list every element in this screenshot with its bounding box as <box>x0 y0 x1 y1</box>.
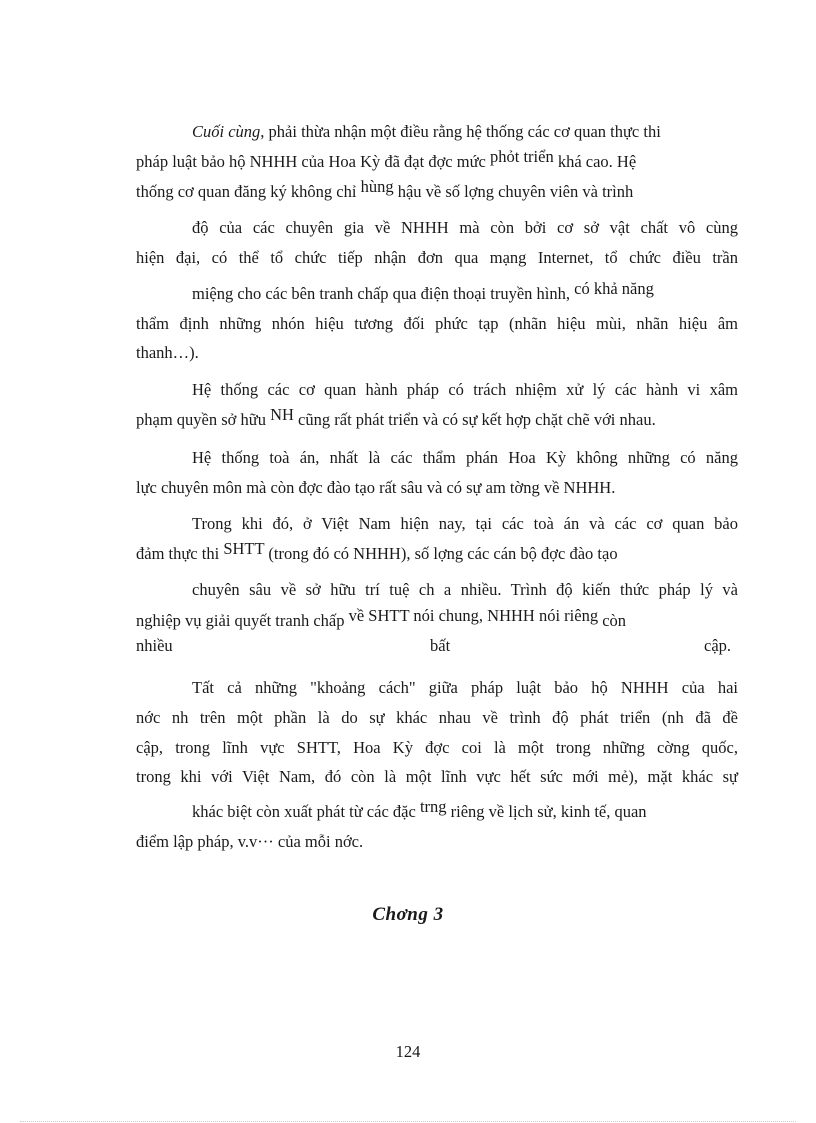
paragraph4-line2: đảm thực thi SHTT (trong đó có NHHH), số lợng các cán bộ đợc đào tạo <box>136 539 618 563</box>
paragraph1-line1: Cuối cùng, phải thừa nhận một điều rằng hệ thống các cơ quan thực thi <box>192 122 661 141</box>
paragraph4-line5-word1: nhiều <box>136 636 173 655</box>
page-number: 124 <box>395 1042 421 1061</box>
paragraph5-line5: khác biệt còn xuất phát từ các đặc trng riêng về lịch sử, kinh tế, quan <box>192 797 647 821</box>
paragraph3-line1: Hệ thống toà án, nhất là các thẩm phán Hoa Kỳ không những có năng <box>192 448 738 467</box>
paragraph1-line3: thống cơ quan đăng ký không chỉ hùng hậu về số lợng chuyên viên và trình <box>136 177 634 201</box>
paragraph5-line2: nớc nh trên một phần là do sự khác nhau về trình độ phát triển (nh đã đề <box>136 708 738 727</box>
paragraph2-line1: Hệ thống các cơ quan hành pháp có trách nhiệm xử lý các hành vi xâm <box>192 380 738 399</box>
paragraph3-line2: lực chuyên môn mà còn đợc đào tạo rất sâu và có sự am tờng về NHHH. <box>136 478 616 497</box>
chapter-heading: Chơng 3 <box>372 904 444 925</box>
paragraph1-line5: hiện đại, có thể tổ chức tiếp nhận đơn qua mạng Internet, tổ chức điều trần <box>136 248 738 267</box>
paragraph5-line6: điểm lập pháp, v.v··· của mỗi nớc. <box>136 832 364 851</box>
paragraph1-line2: pháp luật bảo hộ NHHH của Hoa Kỳ đã đạt đợc mức phỏt triển khá cao. Hệ <box>136 147 637 171</box>
paragraph1-line6: miệng cho các bên tranh chấp qua điện thoại truyền hình, có khả năng <box>192 279 654 303</box>
page-bottom-rule <box>20 1121 796 1122</box>
paragraph4-line5-word2: bất <box>430 636 451 655</box>
paragraph1-line7: thẩm định những nhón hiệu tương đối phức tạp (nhãn hiệu mùi, nhãn hiệu âm <box>136 314 738 333</box>
paragraph4-line4: nghiệp vụ giải quyết tranh chấp về SHTT nói chung, NHHH nói riêng còn <box>136 606 627 630</box>
paragraph1-line4: độ của các chuyên gia về NHHH mà còn bởi cơ sở vật chất vô cùng <box>192 218 738 237</box>
paragraph4-line3: chuyên sâu về sở hữu trí tuệ ch a nhiều. Trình độ kiến thức pháp lý và <box>192 580 738 599</box>
paragraph2-line2: phạm quyền sở hữu NH cũng rất phát triển và có sự kết hợp chặt chẽ với nhau. <box>136 405 656 429</box>
paragraph1-line8: thanh…). <box>136 343 199 362</box>
paragraph4-line5-word3: cập. <box>704 636 732 655</box>
paragraph5-line1: Tất cả những "khoảng cách" giữa pháp luật bảo hộ NHHH của hai <box>192 678 738 697</box>
paragraph5-line4: trong khi với Việt Nam, đó còn là một lĩnh vực hết sức mới mẻ), mặt khác sự <box>136 767 738 786</box>
paragraph4-line1: Trong khi đó, ở Việt Nam hiện nay, tại các toà án và các cơ quan bảo <box>192 514 738 533</box>
paragraph5-line3: cập, trong lĩnh vực SHTT, Hoa Kỳ đợc coi là một trong những cờng quốc, <box>136 738 738 757</box>
emphasis-lead: Cuối cùng <box>192 122 261 141</box>
